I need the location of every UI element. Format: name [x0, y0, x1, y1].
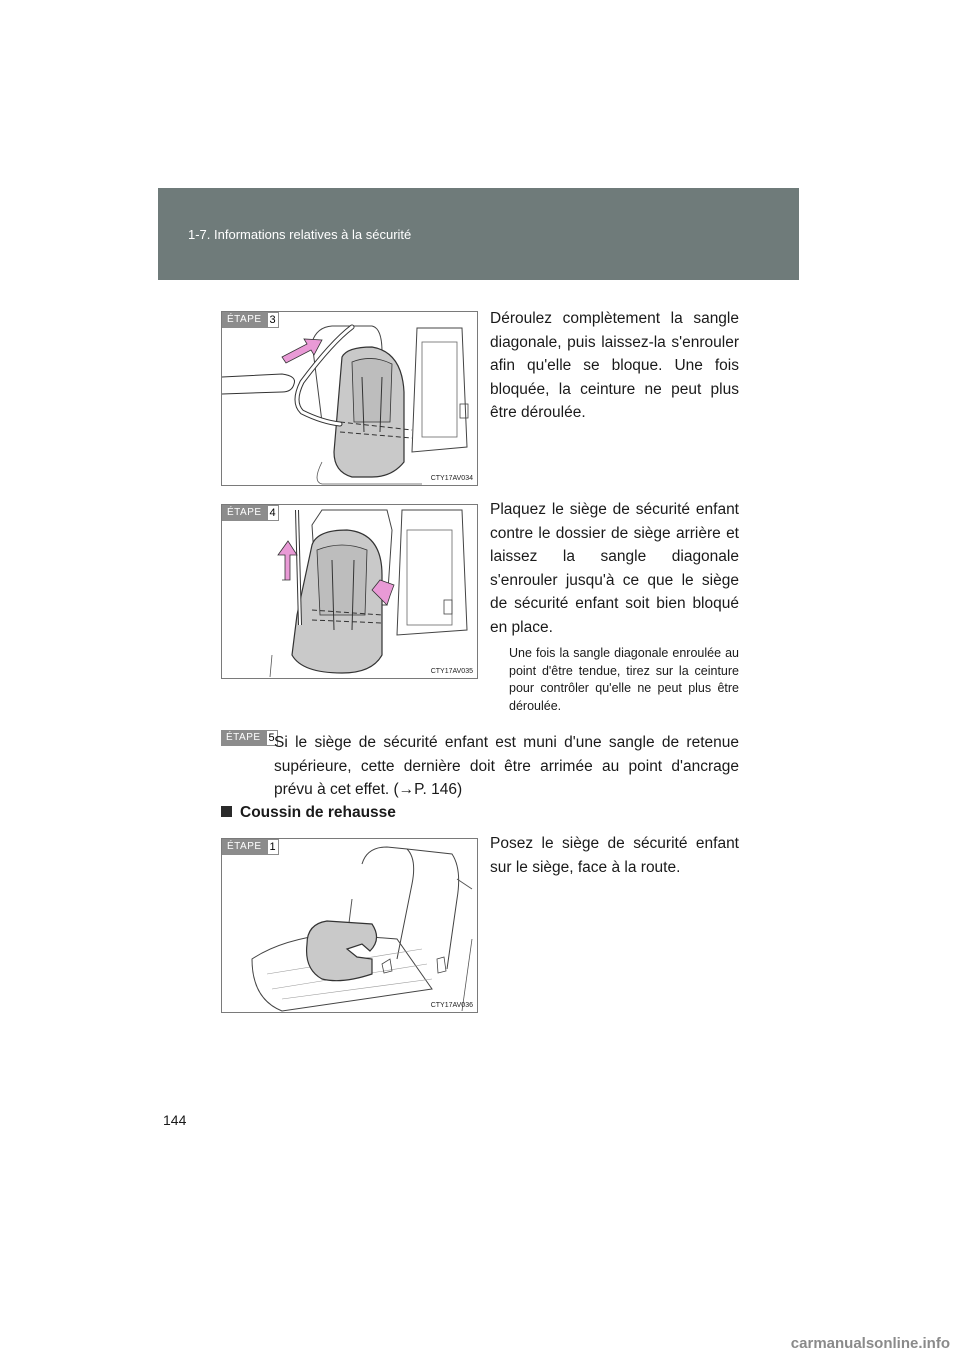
step-number: 4 — [267, 505, 279, 521]
step-word: ÉTAPE — [221, 730, 266, 746]
step-word: ÉTAPE — [222, 505, 267, 521]
chapter-title: 1-7. Informations relatives à la sécurité — [188, 227, 412, 242]
step-number: 1 — [267, 839, 279, 855]
footer-watermark: carmanualsonline.info — [790, 1335, 950, 1352]
step-3-text: Déroulez complètement la sangle diagonale, puis laissez-la s'enrouler afin qu'elle se bloque. Une fois bloquée, la ceinture ne peut plus être déroulée. — [490, 310, 739, 421]
square-bullet-icon — [221, 806, 232, 817]
section-title: Coussin de rehausse — [240, 804, 396, 821]
child-seat-illustration — [222, 312, 477, 485]
step-word: ÉTAPE — [222, 312, 267, 328]
step-word: ÉTAPE — [222, 839, 267, 855]
step-badge — [221, 730, 278, 746]
step-badge — [222, 839, 279, 855]
chapter-header — [158, 188, 799, 280]
figure-code: CTY17AV035 — [430, 668, 473, 675]
child-seat-illustration — [222, 505, 477, 678]
booster-step-1-text: Posez le siège de sécurité enfant sur le siège, face à la route. — [490, 835, 739, 876]
figure-code: CTY17AV036 — [430, 1002, 473, 1009]
step-4-text: Plaquez le siège de sécurité enfant contre le dossier de siège arrière et laissez la sangle diagonale s'enrouler jusqu'à ce que le siège de sécurité enfant soit bien bloqué en place. — [490, 501, 739, 636]
step-number: 5 — [266, 730, 278, 746]
step-5-text: Si le siège de sécurité enfant est muni d'une sangle de retenue supérieure, cette dernière doit être arrimée au point d'ancrage prévu à cet effet. (→P. 146) — [274, 734, 739, 798]
booster-cushion-illustration — [222, 839, 477, 1012]
step-badge — [222, 312, 279, 328]
figure-step-4 — [221, 504, 478, 679]
step-badge — [222, 505, 279, 521]
figure-booster-step-1 — [221, 838, 478, 1013]
step-number: 3 — [267, 312, 279, 328]
section-heading — [221, 804, 396, 822]
figure-code: CTY17AV034 — [430, 475, 473, 482]
step-4-note: Une fois la sangle diagonale enroulée au point d'être tendue, tirez sur la ceinture pour contrôler qu'elle ne peut plus être déroulée. — [509, 646, 739, 713]
figure-step-3 — [221, 311, 478, 486]
page-number: 144 — [163, 1112, 187, 1128]
